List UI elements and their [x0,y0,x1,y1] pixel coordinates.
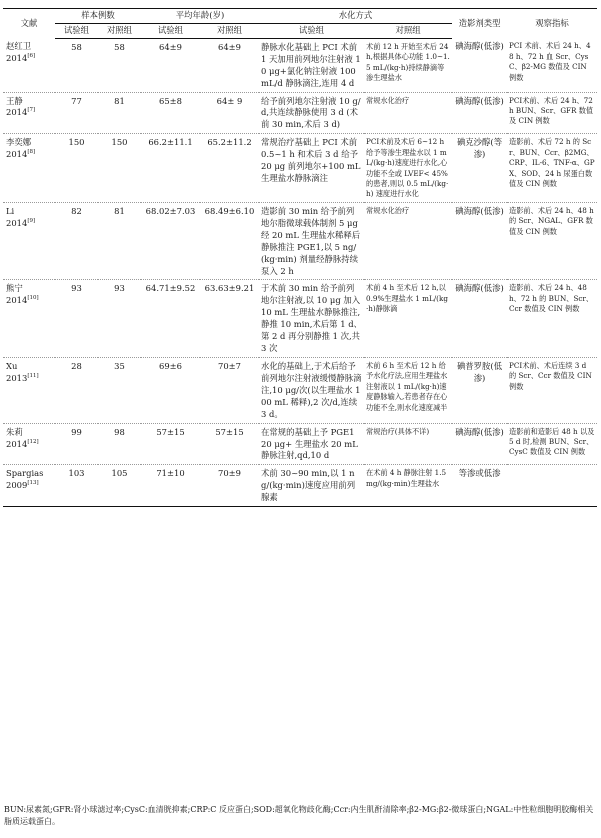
cell-outcomes: PCI术前、术后 24 h、72 h BUN、Scr、GFR 数值及 CIN 例数 [507,92,597,134]
cell-hydration-control: PCI术前及术后 6~12 h 给予等渗生理盐水以 1 mL/(kg·h)速度进行水化,心功能不全或 LVEF< 45%的患者,则以 0.5 mL/(kg·h) 速度进行水化 [364,134,452,203]
cell-hydration-control: 在术前 4 h 静脉注射 1.5 mg/(kg·min)生理盐水 [364,465,452,507]
cell-age-test: 68.02±7.03 [141,202,200,280]
table-body [3,38,597,506]
cell-contrast-type: 碘海醇(低渗) [452,38,507,92]
table-row [3,357,597,423]
cell-contrast-type: 碘海醇(低渗) [452,92,507,134]
cell-contrast-type: 碘克沙醇(等渗) [452,134,507,203]
cell-n-test: 103 [55,465,98,507]
cell-hydration-control: 常规水化治疗 [364,202,452,280]
table-row [3,202,597,280]
study-year-line [6,107,53,119]
subheader-n-test: 试验组 [55,23,98,38]
cell-age-control: 57±15 [200,423,259,465]
study-author: 朱莉 [6,426,23,437]
study-reference: [8] [27,149,36,156]
study-year: 2013 [6,372,28,383]
study-year: 2014 [6,107,28,118]
cell-n-control: 58 [98,38,141,92]
study-year-line [6,218,53,230]
subheader-age-test: 试验组 [141,23,200,38]
cell-outcomes: 造影前、术后 24 h、48 h、72 h 的 BUN、Scr、Ccr 数值及 CIN 例数 [507,280,597,358]
cell-age-test: 64.71±9.52 [141,280,200,358]
cell-age-control: 65.2±11.2 [200,134,259,203]
study-year: 2014 [6,438,28,449]
study-year: 2014 [6,149,28,160]
table-row [3,465,597,507]
subheader-age-control: 对照组 [200,23,259,38]
cell-age-control: 68.49±6.10 [200,202,259,280]
cell-outcomes: 造影前、术后 24 h、48 h 的 Scr、NGAL、GFR 数值及 CIN 例数 [507,202,597,280]
cell-hydration-test: 造影前 30 min 给予前列地尔脂微球载体制剂 5 μg 经 20 mL 生理盐水稀释后静脉推注 PGE1,以 5 ng/(kg·min) 剂量经静脉持续泵入 2 h [259,202,364,280]
cell-contrast-type: 碘海醇(低渗) [452,423,507,465]
cell-age-control: 70±7 [200,357,259,423]
table-row [3,134,597,203]
table-row [3,38,597,92]
study-characteristics-table [3,8,597,507]
cell-outcomes: PCI 术前、术后 24 h、48 h、72 h 血 Scr、CysC、β2-MG 数值及 CIN 例数 [507,38,597,92]
cell-age-test: 57±15 [141,423,200,465]
header-outcomes: 观察指标 [507,9,597,39]
table-row [3,423,597,465]
study-year: 2014 [6,217,28,228]
cell-outcomes: 造影前、术后 72 h 的 Scr、BUN、Ccr、β2MG、CRP、IL-6、TNF-α、GPX、SOD、24 h 尿蛋白数值及 CIN 例数 [507,134,597,203]
cell-n-test: 93 [55,280,98,358]
cell-n-test: 99 [55,423,98,465]
cell-hydration-control: 术前 12 h 开始至术后 24 h,根据具体心功能 1.0~1.5 mL/(kg·h)持续静滴等渗生理盐水 [364,38,452,92]
cell-study [3,357,55,423]
cell-n-control: 93 [98,280,141,358]
cell-hydration-control: 常规治疗(具体不详) [364,423,452,465]
study-reference: [12] [27,438,39,445]
study-year-line [6,439,53,451]
study-year: 2009 [6,480,28,491]
cell-age-control: 64± 9 [200,92,259,134]
cell-contrast-type: 碘普罗胺(低渗) [452,357,507,423]
cell-hydration-test: 给予前列地尔注射液 10 g/d,共连续静脉使用 3 d (术前 30 min,术后 3 d) [259,92,364,134]
header-sample-size: 样本例数 [55,9,141,24]
study-author: Xu [6,360,18,371]
cell-n-test: 150 [55,134,98,203]
subheader-n-control: 对照组 [98,23,141,38]
cell-study [3,202,55,280]
cell-study [3,423,55,465]
study-author: 熊宁 [6,283,23,294]
study-year-line [6,373,53,385]
study-year-line [6,149,53,161]
cell-outcomes: 造影前和造影后 48 h 以及 5 d 时,检测 BUN、Scr、CysC 数值及 CIN 例数 [507,423,597,465]
cell-hydration-test: 于术前 30 min 给予前列地尔注射液,以 10 μg 加入 10 mL 生理盐水静脉推注,静推 10 min,术后第 1 d、第 2 d 再分别静推 1 次,共 3 次 [259,280,364,358]
cell-n-test: 28 [55,357,98,423]
cell-n-control: 105 [98,465,141,507]
study-year-line [6,53,53,65]
cell-n-test: 77 [55,92,98,134]
study-reference: [10] [27,295,39,302]
cell-age-test: 69±6 [141,357,200,423]
table-footnote: BUN:尿素氮;GFR:肾小球滤过率;CysC:血清胱抑素;CRP:C 反应蛋白;SOD:超氧化物歧化酶;Ccr:内生肌酐清除率;β2-MG:β2-微球蛋白;NGAL:中性粒细胞明胶酶相关脂质运载蛋白。 [4,805,594,827]
study-author: Spargias [6,468,44,479]
cell-n-control: 35 [98,357,141,423]
cell-study [3,92,55,134]
study-author: 李奕娜 [6,137,32,148]
cell-contrast-type: 碘海醇(低渗) [452,202,507,280]
subheader-hydration-test: 试验组 [259,23,364,38]
cell-n-control: 150 [98,134,141,203]
header-mean-age: 平均年龄(岁) [141,9,259,24]
study-year-line [6,480,53,492]
cell-age-control: 64±9 [200,38,259,92]
study-reference: [13] [27,480,39,487]
cell-n-control: 81 [98,202,141,280]
study-author: 王静 [6,95,23,106]
cell-hydration-control: 术前 4 h 至术后 12 h,以 0.9%生理盐水 1 mL/(kg·h)静脉滴 [364,280,452,358]
cell-contrast-type: 等渗或低渗 [452,465,507,507]
cell-study [3,134,55,203]
cell-hydration-control: 术前 6 h 至术后 12 h 给予水化疗法,应用生理盐水注射液以 1 mL/(kg·h)速度静脉输入,若患者存在心功能不全,则水化速度减半 [364,357,452,423]
study-year-line [6,295,53,307]
study-year: 2014 [6,295,28,306]
cell-study [3,280,55,358]
table-row [3,280,597,358]
cell-age-test: 71±10 [141,465,200,507]
cell-hydration-test: 常规治疗基础上 PCI 术前 0.5~1 h 和术后 3 d 给予 20 μg 前列地尔+100 mL 生理盐水静脉滴注 [259,134,364,203]
cell-outcomes [507,465,597,507]
cell-hydration-test: 水化的基础上,于术后给予前列地尔注射液缓慢静脉滴注,10 μg/次(以生理盐水 100 mL 稀释),2 次/d,连续 3 d。 [259,357,364,423]
cell-age-test: 65±8 [141,92,200,134]
cell-age-control: 63.63±9.21 [200,280,259,358]
header-row [3,9,597,24]
cell-n-test: 82 [55,202,98,280]
cell-n-control: 81 [98,92,141,134]
study-reference: [6] [27,53,36,60]
subheader-hydration-control: 对照组 [364,23,452,38]
cell-age-test: 64±9 [141,38,200,92]
study-reference: [9] [27,218,36,225]
cell-study [3,38,55,92]
cell-age-test: 66.2±11.1 [141,134,200,203]
study-author: Li [6,205,15,216]
study-reference: [11] [27,373,39,380]
cell-age-control: 70±9 [200,465,259,507]
cell-n-control: 98 [98,423,141,465]
cell-outcomes: PCI术前、术后连续 3 d 的 Scr、Ccr 数值及 CIN 例数 [507,357,597,423]
cell-hydration-test: 术前 30~90 min,以 1 ng/(kg·min)速度应用前列腺素 [259,465,364,507]
cell-contrast-type: 碘海醇(低渗) [452,280,507,358]
header-contrast-type: 造影剂类型 [452,9,507,39]
study-author: 赵红卫 [6,41,32,52]
table-row [3,92,597,134]
cell-hydration-test: 在常规的基础上予 PGE1 20 μg+ 生理盐水 20 mL 静脉注射,qd,10 d [259,423,364,465]
cell-n-test: 58 [55,38,98,92]
header-study: 文献 [3,9,55,39]
study-reference: [7] [27,107,36,114]
cell-hydration-control: 常规水化治疗 [364,92,452,134]
cell-hydration-test: 静脉水化基础上 PCI 术前 1 天加用前列地尔注射液 10 μg+氯化钠注射液 100 mL/d 静脉滴注,连用 4 d [259,38,364,92]
cell-study [3,465,55,507]
header-hydration: 水化方式 [259,9,452,24]
study-year: 2014 [6,53,28,64]
